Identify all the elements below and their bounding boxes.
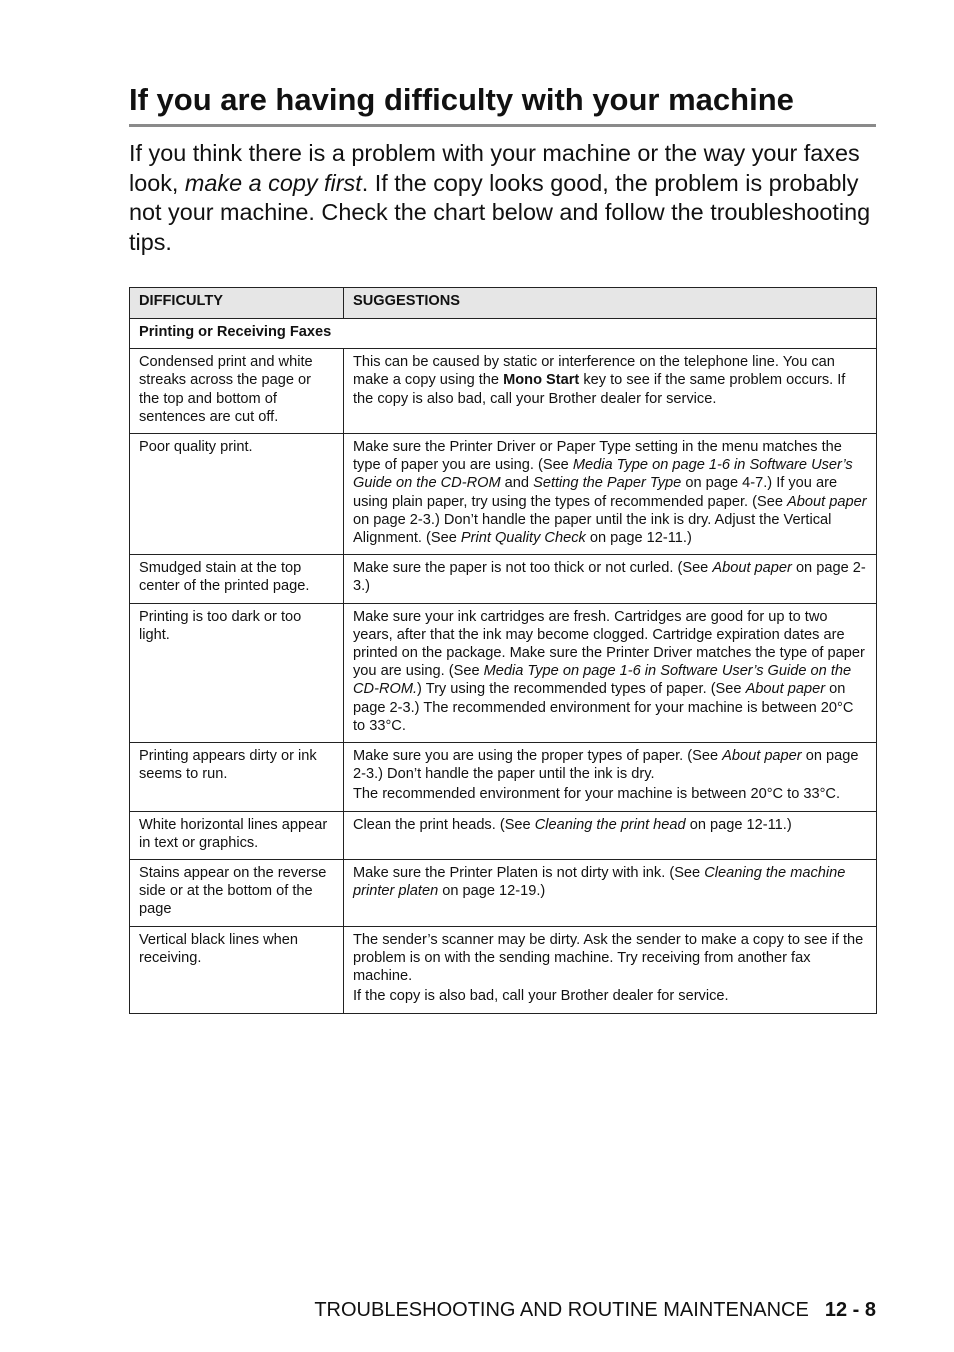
difficulty-cell: Smudged stain at the top center of the printed page. — [130, 555, 344, 603]
header-difficulty: DIFFICULTY — [130, 288, 344, 319]
page-title: If you are having difficulty with your machine — [129, 82, 794, 117]
suggestion-cell — [344, 434, 877, 555]
difficulty-cell: Printing is too dark or too light. — [130, 603, 344, 742]
table-body — [130, 319, 877, 1014]
title-underline — [129, 124, 876, 127]
difficulty-cell: Condensed print and white streaks across the page or the top and bottom of sentences are cut off. — [130, 349, 344, 434]
suggestion-cell — [344, 603, 877, 742]
table-header-row — [130, 288, 877, 319]
table-row — [130, 349, 877, 434]
difficulty-cell: Poor quality print. — [130, 434, 344, 555]
suggestion-paragraph: If the copy is also bad, call your Brother dealer for service. — [353, 988, 729, 1005]
suggestion-paragraph: Make sure you are using the proper types of paper. (See About paper on page 2-3.) Don’t handle the paper until the ink is dry. — [353, 748, 859, 783]
table-row — [130, 434, 877, 555]
suggestion-paragraph: Make sure the Printer Platen is not dirty with ink. (See Cleaning the machine printer platen on page 12-19.) — [353, 865, 846, 900]
suggestion-paragraph: Make sure the Printer Driver or Paper Type setting in the menu matches the type of paper you are using. (See Media Type on page 1-6 in Software User’s Guide on the CD-ROM and Setting the Paper Type on page 4-7.) If you are using plain paper, try using the types of recommended paper. (See About paper on page 2-3.) Don’t handle the paper until the ink is dry. Adjust the Vertical Alignment. (See Print Quality Check on page 12-11.) — [353, 439, 867, 547]
section-title: Printing or Receiving Faxes — [130, 319, 877, 349]
suggestion-cell — [344, 349, 877, 434]
page-footer — [300, 1299, 876, 1322]
suggestion-cell — [344, 743, 877, 812]
suggestion-paragraph: Make sure the paper is not too thick or not curled. (See About paper on page 2-3.) — [353, 560, 866, 595]
suggestion-paragraph: The recommended environment for your machine is between 20°C to 33°C. — [353, 786, 841, 803]
suggestion-paragraph: This can be caused by static or interference on the telephone line. You can make a copy using the Mono Start key to see if the same problem occurs. If the copy is also bad, call your Brother dealer for service. — [353, 354, 846, 407]
suggestion-cell — [344, 860, 877, 927]
table-row — [130, 860, 877, 927]
header-suggestions: SUGGESTIONS — [344, 288, 877, 319]
difficulty-cell: White horizontal lines appear in text or graphics. — [130, 811, 344, 859]
table-row — [130, 603, 877, 742]
table-row — [130, 926, 877, 1013]
troubleshooting-table — [129, 287, 877, 1014]
section-row — [130, 319, 877, 349]
suggestion-paragraph: The sender’s scanner may be dirty. Ask the sender to make a copy to see if the problem is on with the sending machine. Try receiving from another fax machine. — [353, 931, 864, 985]
difficulty-cell: Stains appear on the reverse side or at the bottom of the page — [130, 860, 344, 927]
table-row — [130, 743, 877, 812]
table-row — [130, 811, 877, 859]
footer-page-number: 12 - 8 — [824, 1299, 876, 1321]
intro-paragraph: If you think there is a problem with your machine or the way your faxes look, make a copy first. If the copy looks good, the problem is probably not your machine. Check the chart below and follow the troubleshooting tips. — [129, 140, 871, 255]
suggestion-cell — [344, 811, 877, 859]
suggestion-paragraph: Make sure your ink cartridges are fresh. Cartridges are good for up to two years, after that the ink may become clogged. Cartridge expiration dates are printed on the package. Make sure the Printer Driver matches the type of paper you are using. (See Media Type on page 1-6 in Software User’s Guide on the CD-ROM.) Try using the recommended types of paper. (See About paper on page 2-3.) The recommended environment for your machine is between 20°C to 33°C. — [353, 608, 865, 734]
suggestion-cell — [344, 555, 877, 603]
difficulty-cell: Vertical black lines when receiving. — [130, 926, 344, 1013]
footer-chapter: TROUBLESHOOTING AND ROUTINE MAINTENANCE — [314, 1299, 809, 1321]
table-row — [130, 555, 877, 603]
difficulty-cell: Printing appears dirty or ink seems to run. — [130, 743, 344, 812]
suggestion-paragraph: Clean the print heads. (See Cleaning the print head on page 12-11.) — [353, 816, 792, 833]
suggestion-cell — [344, 926, 877, 1013]
